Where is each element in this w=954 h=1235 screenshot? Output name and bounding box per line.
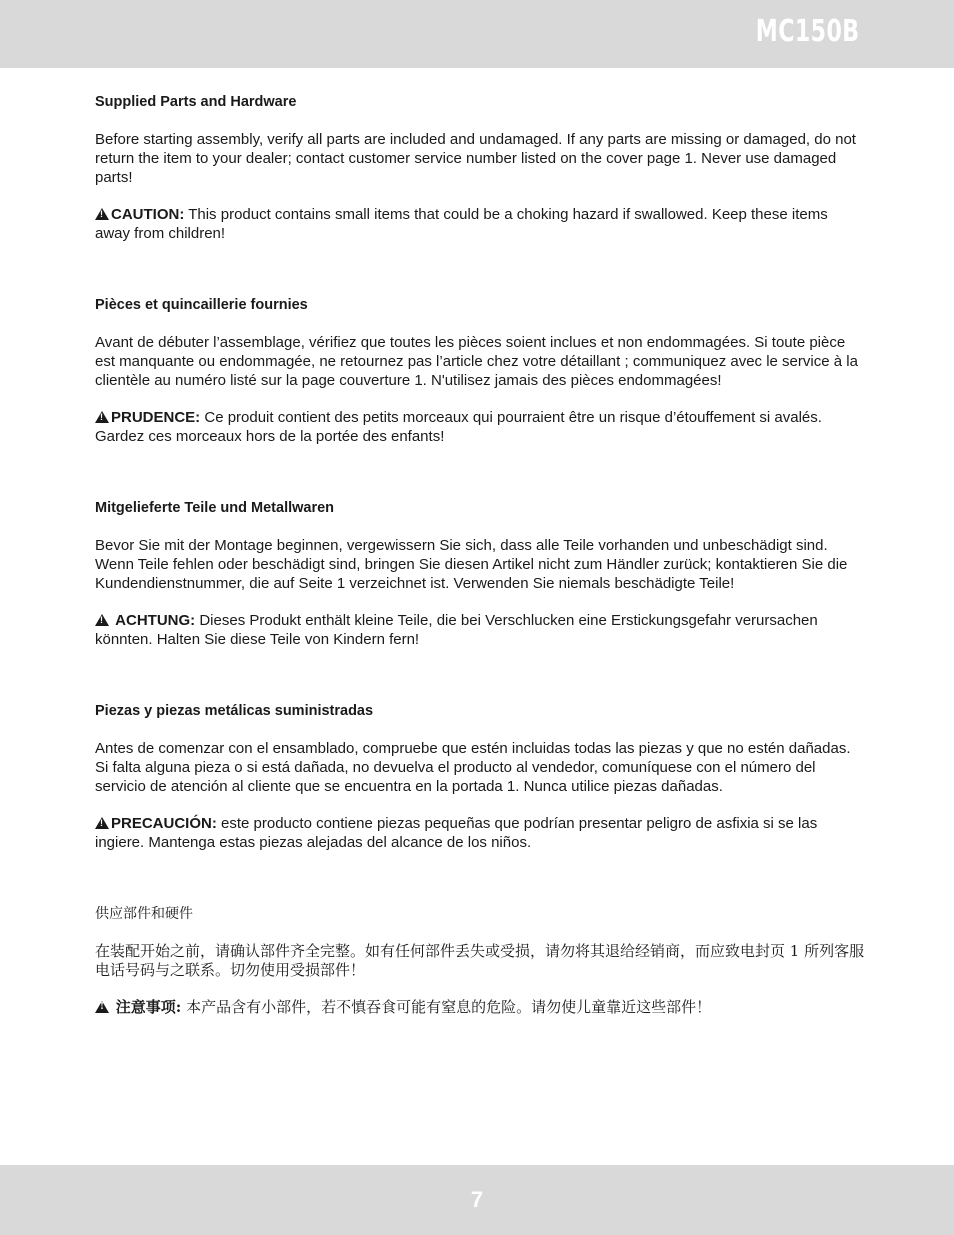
warning-paragraph [95,205,865,243]
warning-paragraph [95,611,865,649]
section-title: Piezas y piezas metálicas suministradas [95,703,374,719]
section-body: Before starting assembly, verify all parts are included and undamaged. If any parts are missing or damaged, do not return the item to your dealer; contact customer service number listed on the cover page 1. Never use damaged parts! [95,131,856,186]
section-body: 在装配开始之前，请确认部件齐全完整。如有任何部件丢失或受损，请勿将其退给经销商，而应致电封页 1 所列客服电话号码与之联系。切勿使用受损部件！ [95,942,865,979]
warning-triangle-icon [95,411,109,423]
section-title: Mitgelieferte Teile und Metallwaren [95,500,335,516]
warning-label: ACHTUNG: [115,612,196,629]
warning-label: CAUTION: [111,206,185,223]
warning-label: PRUDENCE: [111,409,201,426]
warning-text: Ce produit contient des petits morceaux qui pourraient être un risque d’étouffement si avalés. Gardez ces morceaux hors de la portée des enfants! [95,409,822,445]
section-body: Antes de comenzar con el ensamblado, compruebe que estén incluidas todas las piezas y que no estén dañadas. Si falta alguna pieza o si está dañada, no devuelva el producto al vendedor, comuníquese con el número del servicio de atención al cliente que se encuentra en la portada 1. Nunca utilice piezas dañadas. [95,740,851,795]
section-german [95,498,865,649]
warning-text: 本产品含有小部件，若不慎吞食可能有窒息的危险。请勿使儿童靠近这些部件！ [181,998,712,1016]
section-french [95,295,865,446]
section-title: 供应部件和硬件 [95,906,193,922]
section-body: Avant de débuter l’assemblage, vérifiez que toutes les pièces soient inclues et non endommagées. Si toute pièce est manquante ou endommagée, ne retournez pas l’article chez votre détaillant ; communiquez avec le service à la clientèle au numéro listé sur la page couverture 1. N'utilisez jamais des pièces endommagées! [95,334,858,389]
page-content [95,92,865,1017]
section-title: Pièces et quincaillerie fournies [95,297,308,313]
warning-triangle-icon [95,1001,109,1013]
header-band [0,0,954,68]
page-number: 7 [470,1187,484,1212]
warning-paragraph [95,408,865,446]
section-body: Bevor Sie mit der Montage beginnen, vergewissern Sie sich, dass alle Teile vorhanden und unbeschädigt sind. Wenn Teile fehlen oder beschädigt sind, bringen Sie diesen Artikel nicht zum Händler zurück; kontaktieren Sie die Kundendienstnummer, die auf Seite 1 verzeichnet ist. Verwenden Sie niemals beschädigte Teile! [95,537,848,592]
section-chinese [95,904,865,1017]
footer-band [0,1165,954,1235]
warning-paragraph [95,814,865,852]
warning-triangle-icon [95,208,109,220]
warning-triangle-icon [95,614,109,626]
warning-label: 注意事项: [115,998,182,1016]
section-english [95,92,865,243]
warning-paragraph [95,998,865,1017]
section-spanish [95,701,865,852]
warning-text: This product contains small items that could be a choking hazard if swallowed. Keep these items away from children! [95,206,828,242]
warning-label: PRECAUCIÓN: [111,815,217,832]
model-number: MC150B [756,14,860,49]
section-title: Supplied Parts and Hardware [95,94,297,110]
warning-triangle-icon [95,817,109,829]
warning-text: Dieses Produkt enthält kleine Teile, die bei Verschlucken eine Erstickungsgefahr verursachen könnten. Halten Sie diese Teile von Kindern fern! [95,612,818,648]
warning-text: este producto contiene piezas pequeñas que podrían presentar peligro de asfixia si se las ingiere. Mantenga estas piezas alejadas del alcance de los niños. [95,815,818,851]
